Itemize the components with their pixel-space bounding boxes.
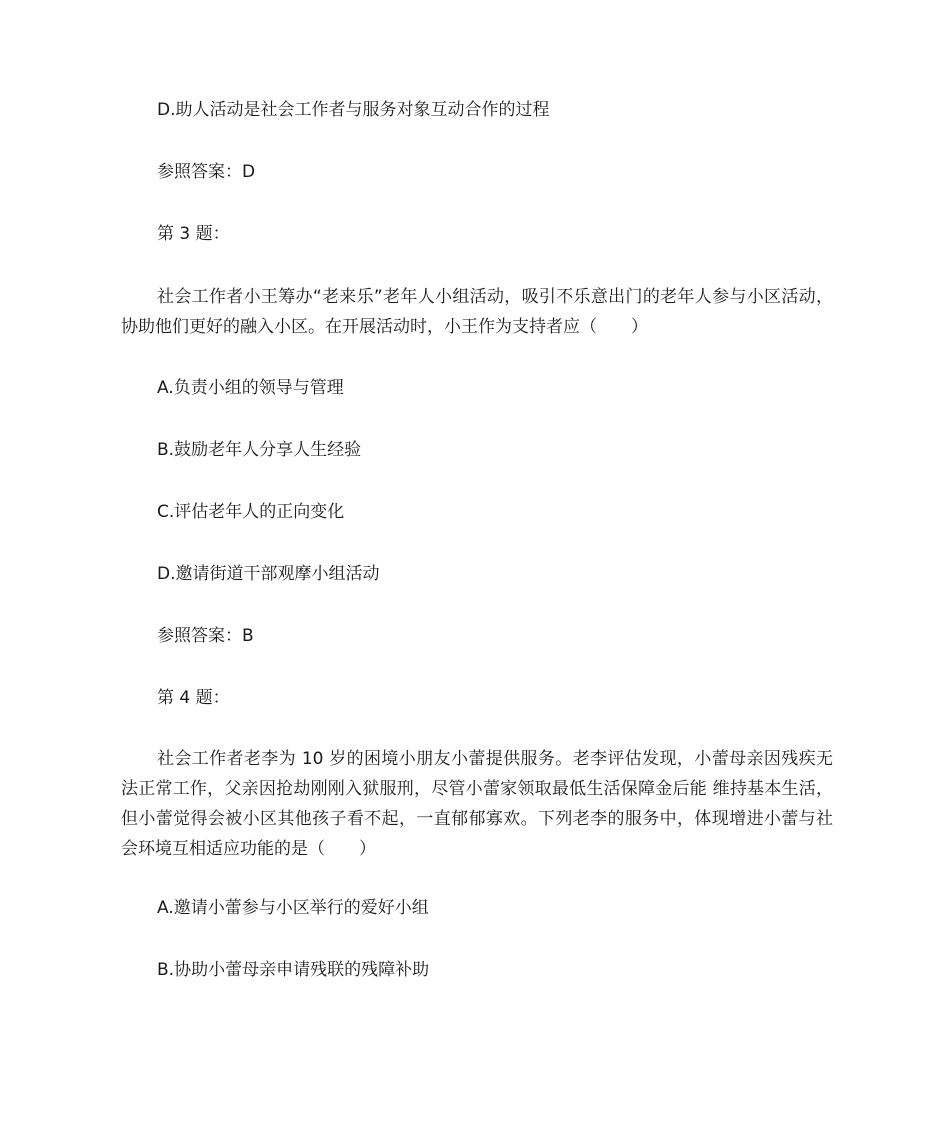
q4-option-b: B.协助小蕾母亲申请残联的残障补助 [157,960,430,980]
q4-heading: 第 4 题： [157,688,230,708]
q4-option-a: A.邀请小蕾参与小区举行的爱好小组 [157,898,429,918]
q3-option-a: A.负责小组的领导与管理 [157,378,344,398]
q3-option-c: C.评估老年人的正向变化 [157,502,345,522]
q3-heading: 第 3 题： [157,224,230,244]
q3-option-b: B.鼓励老年人分享人生经验 [157,440,362,460]
q3-option-d: D.邀请街道干部观摩小组活动 [157,564,380,584]
q4-stem: 社会工作者老李为 10 岁的困境小朋友小蕾提供服务。老李评估发现，小蕾母亲因残疾无法正常工作，父亲因抢劫刚刚入狱服刑，尽管小蕾家领取最低生活保障金后能 维持基本生活，但小蕾觉得会被小区其他孩子看不起，一直郁郁寡欢。下列老李的服务中，体现增进小蕾与社会环境互相适应功能的是（ ） [121,749,833,859]
q3-answer: 参照答案：B [157,626,254,646]
q3-stem: 社会工作者小王筹办“老来乐”老年人小组活动，吸引不乐意出门的老年人参与小区活动，协助他们更好的融入小区。在开展活动时，小王作为支持者应（ ） [121,287,833,337]
q2-option-d: D.助人活动是社会工作者与服务对象互动合作的过程 [157,100,550,120]
q2-answer: 参照答案：D [157,162,256,182]
